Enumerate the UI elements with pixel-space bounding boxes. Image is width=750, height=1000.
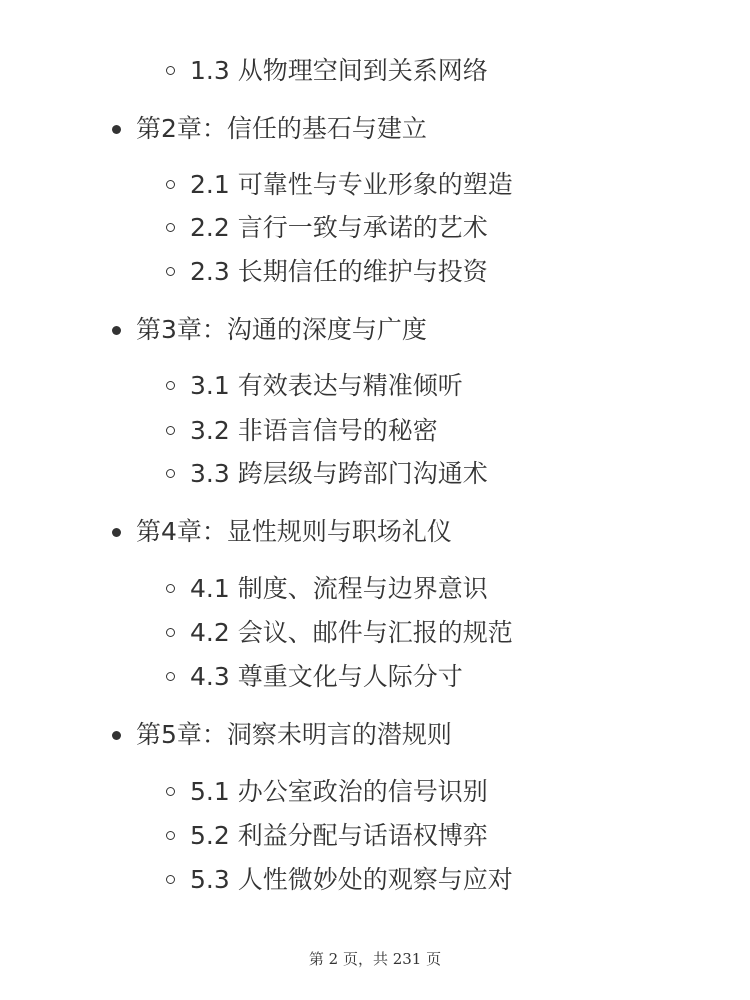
toc-item-4-2 bbox=[190, 618, 513, 648]
toc-chapter-label: 第4章：显性规则与职场礼仪 bbox=[136, 517, 452, 546]
toc-chapter-3 bbox=[136, 315, 427, 345]
toc-item-label: 5.1 办公室政治的信号识别 bbox=[190, 777, 488, 806]
toc-chapter-label: 第3章：沟通的深度与广度 bbox=[136, 315, 427, 344]
hollow-bullet-icon bbox=[166, 267, 175, 276]
toc-item-label: 2.1 可靠性与专业形象的塑造 bbox=[190, 170, 513, 199]
toc-item-4-1 bbox=[190, 574, 488, 604]
toc-item-label: 4.3 尊重文化与人际分寸 bbox=[190, 662, 463, 691]
hollow-bullet-icon bbox=[166, 469, 175, 478]
toc-chapter-label: 第5章：洞察未明言的潜规则 bbox=[136, 720, 452, 749]
toc-item-label: 2.2 言行一致与承诺的艺术 bbox=[190, 213, 488, 242]
hollow-bullet-icon bbox=[166, 672, 175, 681]
toc-item-5-3 bbox=[190, 865, 513, 895]
hollow-bullet-icon bbox=[166, 426, 175, 435]
toc-item-label: 5.3 人性微妙处的观察与应对 bbox=[190, 865, 513, 894]
filled-bullet-icon bbox=[112, 125, 121, 134]
toc-item-4-3 bbox=[190, 662, 463, 692]
toc-chapter-4 bbox=[136, 517, 452, 547]
hollow-bullet-icon bbox=[166, 381, 175, 390]
toc-item-label: 3.2 非语言信号的秘密 bbox=[190, 416, 438, 445]
toc-item-2-3 bbox=[190, 257, 488, 287]
toc-item-label: 5.2 利益分配与话语权博弈 bbox=[190, 821, 488, 850]
toc-chapter-2 bbox=[136, 114, 427, 144]
toc-item-5-2 bbox=[190, 821, 488, 851]
hollow-bullet-icon bbox=[166, 584, 175, 593]
page-number-label: 第 2 页，共 231 页 bbox=[308, 950, 442, 968]
toc-item-2-2 bbox=[190, 213, 488, 243]
toc-item-3-1 bbox=[190, 371, 463, 401]
toc-item-3-2 bbox=[190, 416, 438, 446]
toc-item-label: 3.1 有效表达与精准倾听 bbox=[190, 371, 463, 400]
page-footer bbox=[0, 948, 750, 969]
toc-item-5-1 bbox=[190, 777, 488, 807]
hollow-bullet-icon bbox=[166, 831, 175, 840]
hollow-bullet-icon bbox=[166, 66, 175, 75]
toc-item-label: 3.3 跨层级与跨部门沟通术 bbox=[190, 459, 488, 488]
toc-item-label: 4.1 制度、流程与边界意识 bbox=[190, 574, 488, 603]
hollow-bullet-icon bbox=[166, 787, 175, 796]
hollow-bullet-icon bbox=[166, 180, 175, 189]
toc-item-label: 2.3 长期信任的维护与投资 bbox=[190, 257, 488, 286]
toc-item-label: 4.2 会议、邮件与汇报的规范 bbox=[190, 618, 513, 647]
hollow-bullet-icon bbox=[166, 875, 175, 884]
hollow-bullet-icon bbox=[166, 628, 175, 637]
filled-bullet-icon bbox=[112, 326, 121, 335]
filled-bullet-icon bbox=[112, 731, 121, 740]
toc-item-2-1 bbox=[190, 170, 513, 200]
hollow-bullet-icon bbox=[166, 223, 175, 232]
toc-chapter-5 bbox=[136, 720, 452, 750]
toc-item-1-3 bbox=[190, 56, 488, 86]
toc-chapter-label: 第2章：信任的基石与建立 bbox=[136, 114, 427, 143]
toc-item-3-3 bbox=[190, 459, 488, 489]
filled-bullet-icon bbox=[112, 528, 121, 537]
toc-item-label: 1.3 从物理空间到关系网络 bbox=[190, 56, 488, 85]
